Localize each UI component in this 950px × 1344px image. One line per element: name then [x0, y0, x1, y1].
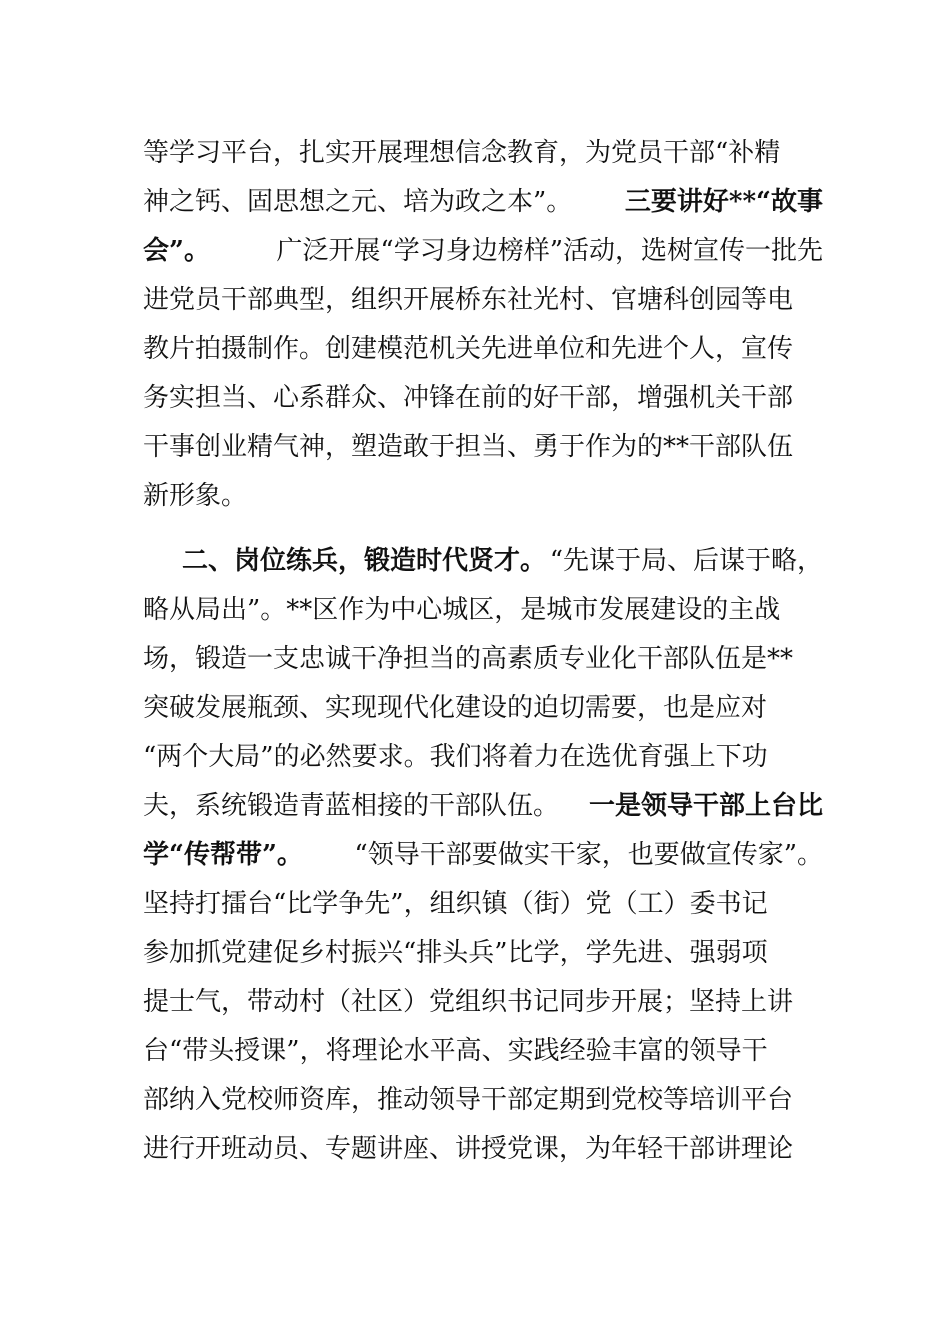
text-run: 略从局出”。**区作为中心城区，是城市发展建设的主战: [143, 595, 781, 625]
text-line: [143, 1031, 823, 1071]
text-run: 广泛开展“学习身边榜样”活动，选树宣传一批先: [276, 236, 823, 266]
text-line: [143, 786, 823, 826]
text-run: 新形象。: [143, 481, 248, 511]
text-run: 神之钙、固思想之元、培为政之本”。: [143, 187, 573, 217]
text-run: “先谋于局、后谋于略，: [549, 546, 823, 576]
text-run: 务实担当、心系群众、冲锋在前的好干部，增强机关干部: [143, 383, 794, 413]
text-line: [143, 133, 823, 173]
bold-heading-run: 三要讲好**“故事: [624, 187, 823, 217]
text-run: 参加抓党建促乡村振兴“排头兵”比学，学先进、强弱项: [143, 938, 768, 968]
text-run: 坚持打擂台“比学争先”，组织镇（街）党（工）委书记: [143, 889, 768, 919]
text-line: [143, 329, 823, 369]
text-line: [143, 476, 823, 516]
text-line: [143, 688, 823, 728]
text-line: [143, 182, 823, 222]
text-line: [143, 737, 823, 777]
text-run: “两个大局”的必然要求。我们将着力在选优育强上下功: [143, 742, 768, 772]
text-run: 夫，系统锻造青蓝相接的干部队伍。: [143, 791, 560, 821]
bold-heading-run: 一是领导干部上台比: [588, 791, 823, 821]
text-line: [143, 639, 823, 679]
text-run: 突破发展瓶颈、实现现代化建设的迫切需要，也是应对: [143, 693, 768, 723]
text-run: 教片拍摄制作。创建模范机关先进单位和先进个人，宣传: [143, 334, 794, 364]
text-run: 干事创业精气神，塑造敢于担当、勇于作为的**干部队伍: [143, 432, 794, 462]
section-heading: 二、岗位练兵，锻造时代贤才。: [182, 546, 547, 576]
text-line: [143, 590, 823, 630]
text-line: [143, 1080, 823, 1120]
bold-heading-run: 学“传帮带”。: [143, 840, 303, 870]
text-run: 提士气，带动村（社区）党组织书记同步开展；坚持上讲: [143, 987, 794, 1017]
text-run: 部纳入党校师资库，推动领导干部定期到党校等培训平台: [143, 1085, 794, 1115]
text-run: 场，锻造一支忠诚干净担当的高素质专业化干部队伍是**: [143, 644, 794, 674]
section-heading-line: [182, 541, 823, 581]
text-run: 台“带头授课”，将理论水平高、实践经验丰富的领导干: [143, 1036, 768, 1066]
text-line: [143, 231, 823, 271]
text-run: “领导干部要做实干家，也要做宣传家”。: [354, 840, 823, 870]
text-line: [143, 982, 823, 1022]
text-line: [143, 427, 823, 467]
text-line: [143, 884, 823, 924]
text-run: 进行开班动员、专题讲座、讲授党课，为年轻干部讲理论: [143, 1134, 794, 1164]
text-run: 等学习平台，扎实开展理想信念教育，为党员干部“补精: [143, 138, 781, 168]
text-line: [143, 280, 823, 320]
text-line: [143, 378, 823, 418]
text-run: 进党员干部典型，组织开展桥东社光村、官塘科创园等电: [143, 285, 794, 315]
text-line: [143, 933, 823, 973]
bold-heading-run: 会”。: [143, 236, 210, 266]
text-line: [143, 1129, 823, 1169]
text-line: [143, 835, 823, 875]
